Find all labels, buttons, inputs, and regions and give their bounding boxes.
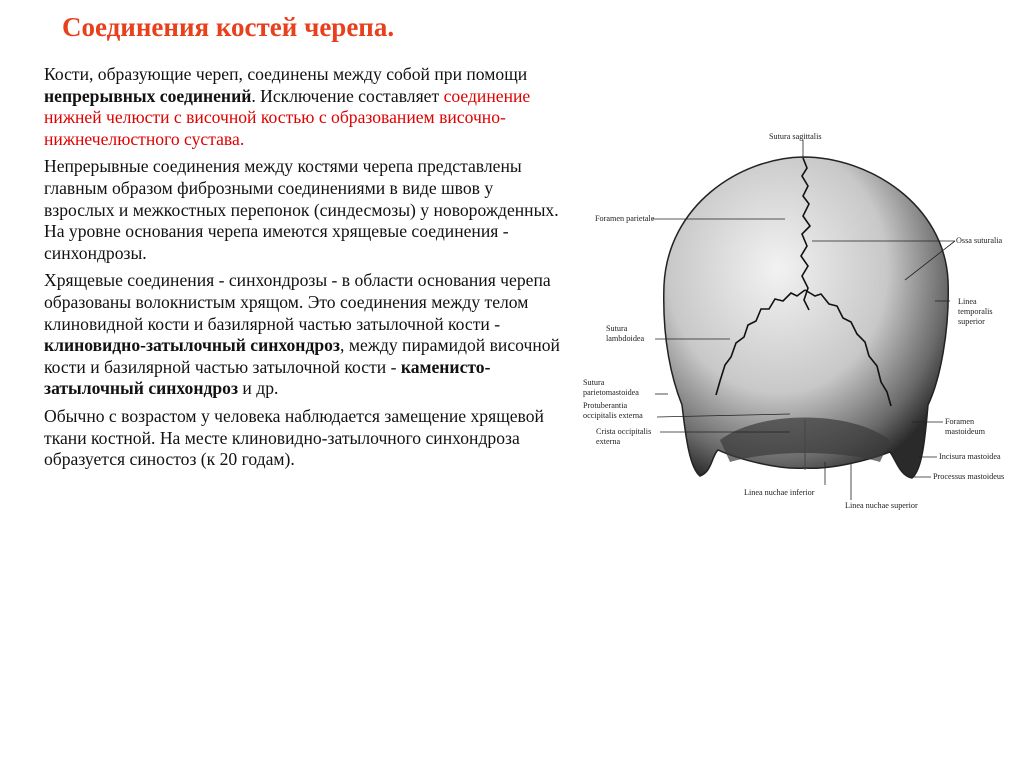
label-line: superior (958, 317, 985, 326)
text: Хрящевые соединения - синхондрозы - в области основания черепа образованы волокнистым хрящом. Это соединения между телом клиновидной кости и базилярной частью затылочной кости - (44, 270, 551, 334)
label-crista-occipitalis (596, 427, 651, 447)
label-processus-mastoideus: Processus mastoideus (933, 472, 1005, 481)
paragraph-4 (44, 406, 564, 471)
bold-text: непрерывных соединений (44, 85, 252, 106)
skull-illustration (578, 120, 1024, 520)
label-line: Sutura (606, 324, 628, 333)
text: Непрерывные соединения между костями черепа представлены главным образом фиброзными соединениями в виде швов у взрослых и межкостных перепонок (синдесмозы) у новорожденных. На уровне основания черепа имеются хрящевые соединения - синхондрозы. (44, 156, 559, 263)
highlighted-text: соединение нижней челюсти с височной костью с образованием височно-нижнечелюстного сустава. (44, 85, 531, 149)
label-line: externa (596, 437, 621, 446)
text: Кости, образующие череп, соединены между собой при помощи (44, 64, 528, 84)
label-line: mastoideum (945, 427, 986, 436)
label-line: Protuberantia (583, 401, 628, 410)
text: Обычно с возрастом у человека наблюдается замещение хрящевой ткани костной. На месте клиновидно-затылочного синхондроза образуется синостоз (к 20 годам). (44, 405, 544, 470)
label-sutura-sagittalis: Sutura sagittalis (769, 132, 822, 141)
paragraph-1 (44, 64, 564, 150)
label-incisura-mastoidea: Incisura mastoidea (939, 452, 1001, 461)
slide-title: Соединения костей черепа. (62, 12, 395, 42)
label-protuberantia (583, 401, 643, 421)
paragraph-3 (44, 270, 564, 400)
label-line: temporalis (958, 307, 993, 316)
label-linea-nuchae-inferior: Linea nuchae inferior (744, 488, 815, 497)
bold-text: клиновидно-затылочный синхондроз (44, 335, 341, 356)
label-foramen-parietale: Foramen parietale (595, 214, 655, 223)
text: и др. (238, 378, 279, 399)
text: . Исключение составляет (251, 85, 444, 106)
label-line: lambdoidea (606, 334, 645, 343)
paragraph-2 (44, 156, 564, 264)
label-line: occipitalis externa (583, 411, 643, 420)
label-line: Foramen (945, 417, 975, 426)
label-line: Sutura (583, 378, 605, 387)
label-sutura-parietomastoidea (583, 378, 639, 398)
label-foramen-mastoideum (945, 417, 985, 437)
label-line: Crista occipitalis (596, 427, 652, 436)
label-line: parietomastoidea (583, 388, 639, 397)
label-ossa-suturalia: Ossa suturalia (956, 236, 1003, 245)
label-linea-temporalis-superior (958, 297, 993, 327)
text: , между пирамидой височной кости и базилярной частью затылочной кости - (44, 335, 560, 377)
label-sutura-lambdoidea (606, 324, 644, 344)
label-linea-nuchae-superior: Linea nuchae superior (845, 501, 918, 510)
body-text (44, 64, 564, 477)
bold-text: каменисто-затылочный синхондроз (44, 356, 491, 399)
label-line: Linea (958, 297, 977, 306)
